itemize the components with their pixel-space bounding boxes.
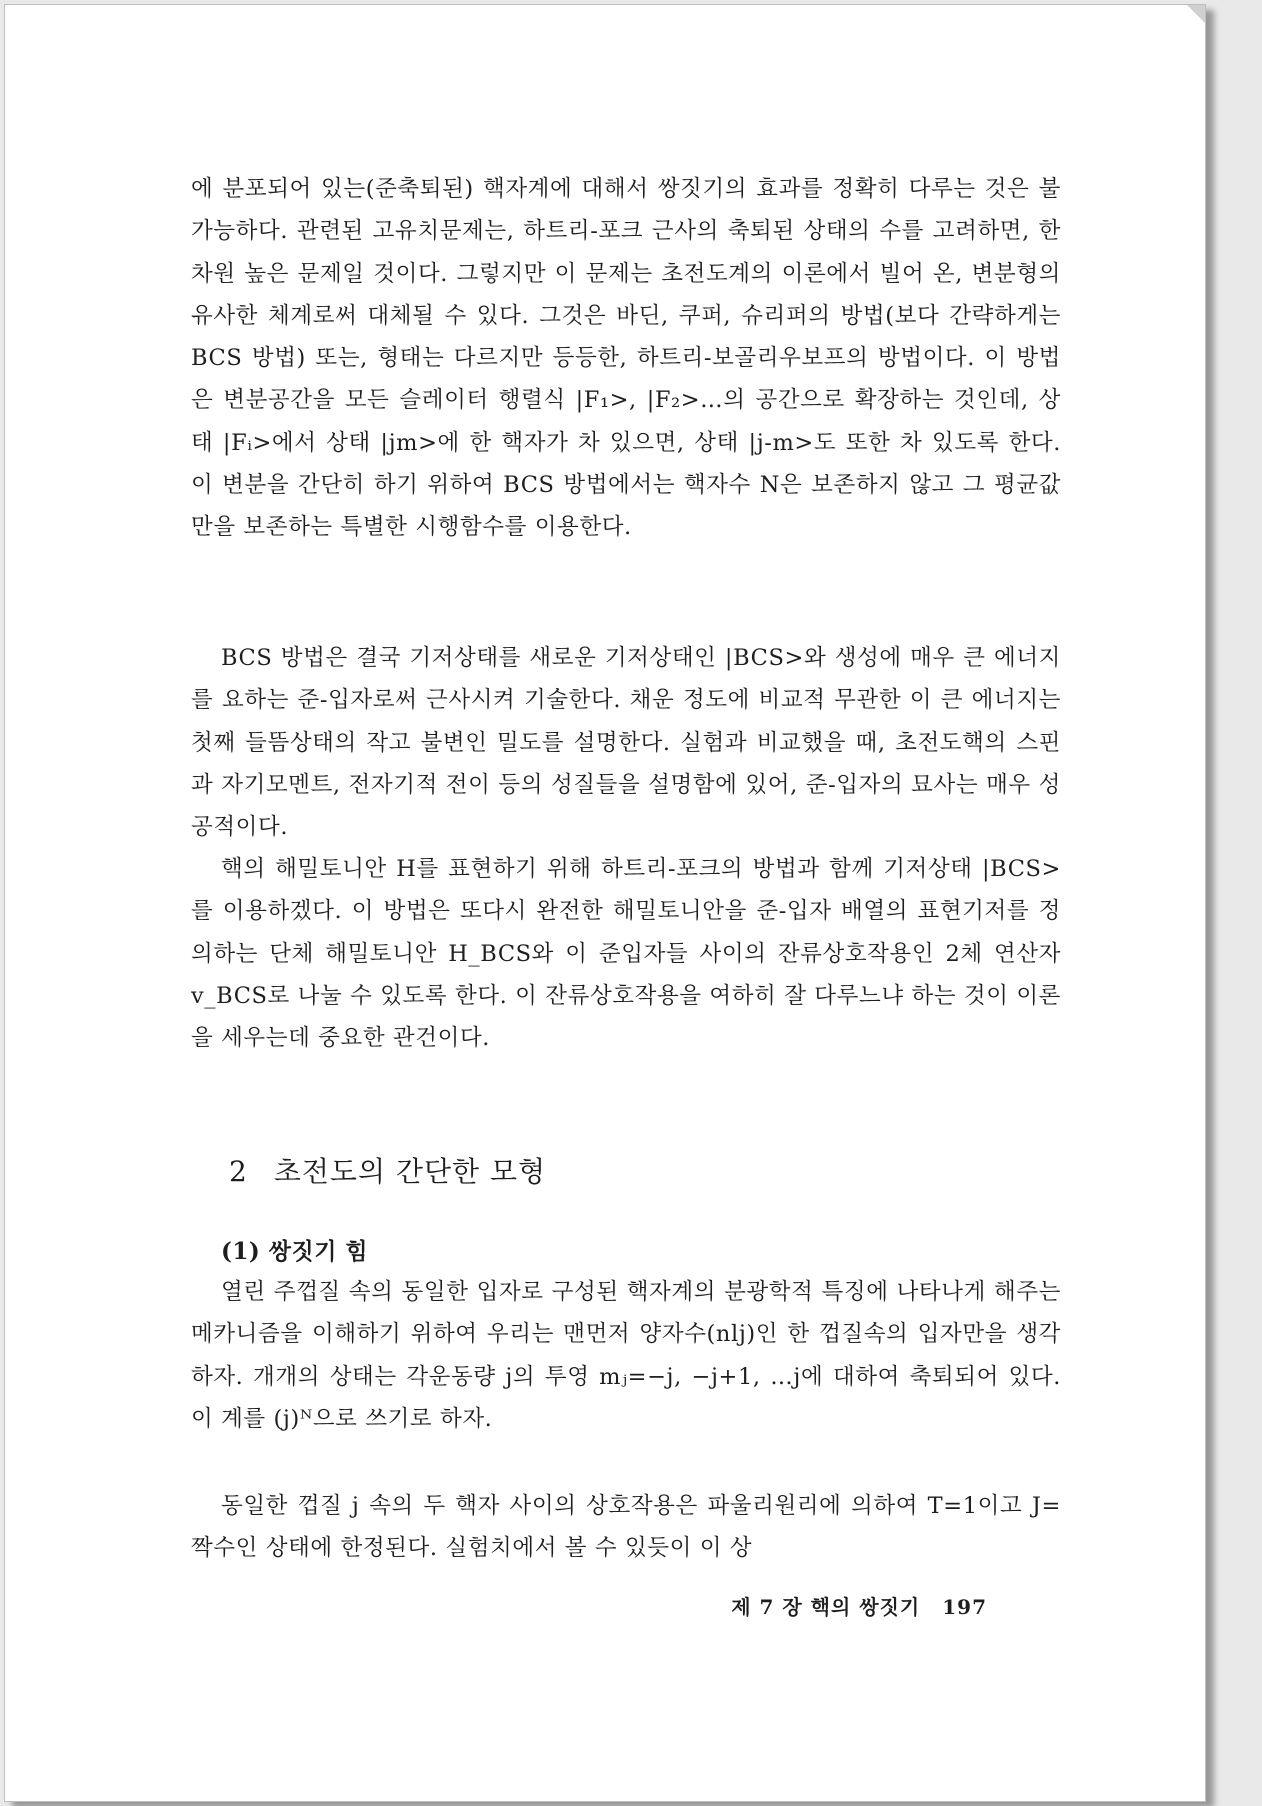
paragraph-2: BCS 방법은 결국 기저상태를 새로운 기저상태인 |BCS>와 생성에 매우 큰 에너지를 요하는 준-입자로써 근사시켜 기술한다. 채운 정도에 비교적 무관한 이 큰 에너지는 첫째 들뜸상태의 작고 불변인 밀도를 설명한다. 실험과 비교했을 때, 초전도핵의 스핀과 자기모멘트, 전자기적 전이 등의 성질들을 설명함에 있어, 준-입자의 묘사는 매우 성공적이다. xyxy=(191,645,1061,841)
page-number: 197 xyxy=(942,1595,987,1619)
paragraph-3: 핵의 해밀토니안 H를 표현하기 위해 하트리-포크의 방법과 함께 기저상태 |BCS>를 이용하겠다. 이 방법은 또다시 완전한 해밀토니안을 준-입자 배열의 표현기저를 정의하는 단체 해밀토니안 H_BCS와 이 준입자들 사이의 잔류상호작용인 2체 연산자 v_BCS로 나눌 수 있도록 한다. 이 잔류상호작용을 여하히 잘 다루느냐 하는 것이 이론을 세우는데 중요한 관건이다. xyxy=(191,856,1061,1052)
page-footer xyxy=(731,1591,987,1620)
section-number: 2 xyxy=(229,1155,248,1188)
chapter-title: 제 7 장 핵의 쌍짓기 xyxy=(731,1595,921,1619)
paragraph-4: 열린 주껍질 속의 동일한 입자로 구성된 핵자계의 분광학적 특징에 나타나게 해주는 메카니즘을 이해하기 위하여 우리는 맨먼저 양자수(nlj)인 한 껍질속의 입자만을 생각하자. 개개의 상태는 각운동량 j의 투영 mⱼ=−j, −j+1, …j에 대하여 축퇴되어 있다. 이 계를 (j)ᴺ으로 쓰기로 하자. xyxy=(191,1279,1061,1432)
section-heading xyxy=(229,1150,546,1190)
paragraph-5: 동일한 껍질 j 속의 두 핵자 사이의 상호작용은 파울리원리에 의하여 T=1이고 J=짝수인 상태에 한정된다. 실험치에서 볼 수 있듯이 이 상 xyxy=(191,1493,1061,1562)
page-corner-fold xyxy=(1187,5,1205,23)
subsection-heading: (1) 쌍짓기 힘 xyxy=(221,1238,369,1265)
paragraph-1: 에 분포되어 있는(준축퇴된) 핵자계에 대해서 쌍짓기의 효과를 정확히 다루는 것은 불가능하다. 관련된 고유치문제는, 하트리-포크 근사의 축퇴된 상태의 수를 고려하면, 한 차원 높은 문제일 것이다. 그렇지만 이 문제는 초전도계의 이론에서 빌어 온, 변분형의 유사한 체계로써 대체될 수 있다. 그것은 바딘, 쿠퍼, 슈리퍼의 방법(보다 간략하게는 BCS 방법) 또는, 형태는 다르지만 등등한, 하트리-보골리우보프의 방법이다. 이 방법은 변분공간을 모든 슬레이터 행렬식 |F₁>, |F₂>…의 공간으로 확장하는 것인데, 상태 |Fᵢ>에서 상태 |jm>에 한 핵자가 차 있으면, 상태 |j-m>도 또한 차 있도록 한다. 이 변분을 간단히 하기 위하여 BCS 방법에서는 핵자수 N은 보존하지 않고 그 평균값만을 보존하는 특별한 시행함수를 이용한다. xyxy=(191,176,1061,541)
section-title: 초전도의 간단한 모형 xyxy=(273,1155,547,1188)
book-page xyxy=(4,4,1206,1802)
